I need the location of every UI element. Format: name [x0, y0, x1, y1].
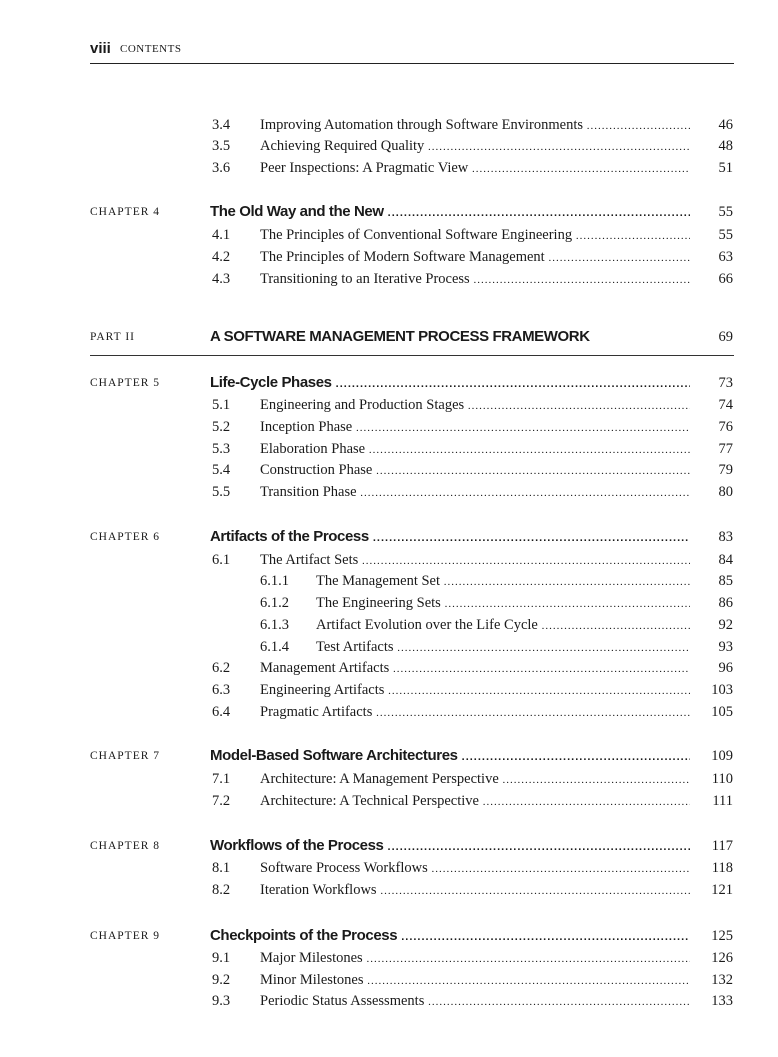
entry-number: 3.6: [212, 160, 231, 176]
entry-title: Management Artifacts .....: [260, 658, 690, 679]
toc-section-entry: [0, 225, 778, 245]
entry-title: Inception Phase .....: [260, 417, 690, 438]
entry-page: 76: [718, 419, 733, 435]
entry-label: CHAPTER 7: [90, 750, 161, 762]
entry-label: CHAPTER 5: [90, 377, 161, 389]
toc-part-entry: [0, 327, 778, 347]
entry-number: 7.1: [212, 771, 231, 787]
entry-title: Iteration Workflows .....: [260, 880, 690, 901]
entry-number: 4.2: [212, 249, 231, 265]
toc-section-entry: [0, 550, 778, 570]
toc-chapter-entry: [0, 746, 778, 766]
header-rule: [90, 63, 734, 64]
toc-section-entry: [0, 571, 778, 591]
entry-title: Achieving Required Quality .....: [260, 136, 690, 157]
entry-page: 111: [712, 793, 733, 809]
entry-number: 7.2: [212, 793, 231, 809]
entry-number: 5.3: [212, 441, 231, 457]
entry-title: Model-Based Software Architectures .....: [210, 746, 690, 767]
toc-section-entry: [0, 658, 778, 678]
toc-section-entry: [0, 136, 778, 156]
entry-number: 5.4: [212, 462, 231, 478]
toc-chapter-entry: [0, 373, 778, 393]
entry-number: 6.4: [212, 704, 231, 720]
toc-section-entry: [0, 970, 778, 990]
toc-section-entry: [0, 637, 778, 657]
toc-section-entry: [0, 247, 778, 267]
entry-page: 126: [711, 950, 733, 966]
entry-number: 9.3: [212, 993, 231, 1009]
entry-page: 133: [711, 993, 733, 1009]
entry-page: 77: [718, 441, 733, 457]
entry-page: 66: [718, 271, 733, 287]
entry-title: Life-Cycle Phases .....: [210, 373, 690, 394]
entry-title: Pragmatic Artifacts .....: [260, 702, 690, 723]
toc-section-entry: [0, 791, 778, 811]
page-number: viii: [90, 40, 111, 57]
entry-page: 117: [711, 838, 733, 854]
toc-section-entry: [0, 769, 778, 789]
entry-page: 86: [718, 595, 733, 611]
toc-chapter-entry: [0, 836, 778, 856]
entry-page: 110: [711, 771, 733, 787]
entry-title: Engineering and Production Stages .....: [260, 395, 690, 416]
entry-page: 109: [711, 748, 733, 764]
entry-number: 4.1: [212, 227, 231, 243]
entry-number: 9.1: [212, 950, 231, 966]
entry-number: 4.3: [212, 271, 231, 287]
entry-number: 6.1.2: [260, 595, 289, 611]
toc-chapter-entry: [0, 527, 778, 547]
entry-number: 3.5: [212, 138, 231, 154]
entry-title: Workflows of the Process .....: [210, 836, 690, 857]
entry-page: 132: [711, 972, 733, 988]
entry-label: PART II: [90, 331, 135, 343]
entry-page: 118: [711, 860, 733, 876]
entry-number: 3.4: [212, 117, 231, 133]
entry-title: Architecture: A Management Perspective .....: [260, 769, 690, 790]
entry-title: Improving Automation through Software Environments .....: [260, 115, 690, 136]
entry-page: 55: [718, 227, 733, 243]
toc-section-entry: [0, 593, 778, 613]
entry-page: 103: [711, 682, 733, 698]
toc-section-entry: [0, 417, 778, 437]
entry-number: 9.2: [212, 972, 231, 988]
toc-section-entry: [0, 948, 778, 968]
entry-title: Transition Phase .....: [260, 482, 690, 503]
entry-title: The Management Set .....: [316, 571, 690, 592]
toc-section-entry: [0, 991, 778, 1011]
toc-section-entry: [0, 115, 778, 135]
entry-title: The Principles of Conventional Software Engineering .....: [260, 225, 690, 246]
entry-page: 105: [711, 704, 733, 720]
entry-title: The Principles of Modern Software Management .....: [260, 247, 690, 268]
entry-page: 85: [718, 573, 733, 589]
entry-number: 5.2: [212, 419, 231, 435]
entry-page: 48: [718, 138, 733, 154]
entry-page: 93: [718, 639, 733, 655]
toc-section-entry: [0, 615, 778, 635]
entry-page: 84: [718, 552, 733, 568]
entry-title: Artifact Evolution over the Life Cycle .....: [316, 615, 690, 636]
entry-number: 8.1: [212, 860, 231, 876]
entry-title: Transitioning to an Iterative Process .....: [260, 269, 690, 290]
entry-page: 46: [718, 117, 733, 133]
entry-title: Architecture: A Technical Perspective .....: [260, 791, 690, 812]
entry-number: 6.1.4: [260, 639, 289, 655]
entry-page: 69: [718, 329, 733, 345]
toc-chapter-entry: [0, 202, 778, 222]
entry-number: 6.1: [212, 552, 231, 568]
entry-title: Engineering Artifacts .....: [260, 680, 690, 701]
toc-section-entry: [0, 395, 778, 415]
entry-number: 8.2: [212, 882, 231, 898]
entry-title: Construction Phase .....: [260, 460, 690, 481]
toc-section-entry: [0, 702, 778, 722]
toc-section-entry: [0, 482, 778, 502]
entry-title: Elaboration Phase .....: [260, 439, 690, 460]
toc-chapter-entry: [0, 926, 778, 946]
entry-page: 83: [718, 529, 733, 545]
entry-page: 55: [718, 204, 733, 220]
toc-section-entry: [0, 439, 778, 459]
entry-page: 92: [718, 617, 733, 633]
entry-page: 80: [718, 484, 733, 500]
entry-title: Test Artifacts .....: [316, 637, 690, 658]
toc-section-entry: [0, 880, 778, 900]
entry-title: Major Milestones .....: [260, 948, 690, 969]
toc-section-entry: [0, 858, 778, 878]
entry-page: 63: [718, 249, 733, 265]
entry-label: CHAPTER 9: [90, 930, 161, 942]
toc-section-entry: [0, 460, 778, 480]
entry-title: Software Process Workflows .....: [260, 858, 690, 879]
entry-number: 6.1.1: [260, 573, 289, 589]
toc-section-entry: [0, 680, 778, 700]
entry-page: 51: [718, 160, 733, 176]
entry-title: Peer Inspections: A Pragmatic View .....: [260, 158, 690, 179]
entry-number: 5.5: [212, 484, 231, 500]
entry-page: 79: [718, 462, 733, 478]
entry-number: 6.1.3: [260, 617, 289, 633]
entry-page: 96: [718, 660, 733, 676]
entry-number: 6.3: [212, 682, 231, 698]
entry-title: The Engineering Sets .....: [316, 593, 690, 614]
entry-label: CHAPTER 8: [90, 840, 161, 852]
entry-page: 73: [718, 375, 733, 391]
entry-number: 5.1: [212, 397, 231, 413]
entry-page: 125: [711, 928, 733, 944]
entry-title: The Artifact Sets .....: [260, 550, 690, 571]
toc-section-entry: [0, 269, 778, 289]
running-title: CONTENTS: [120, 43, 182, 55]
entry-title: A SOFTWARE MANAGEMENT PROCESS FRAMEWORK: [210, 328, 590, 345]
entry-title: Artifacts of the Process .....: [210, 527, 690, 548]
entry-page: 121: [711, 882, 733, 898]
entry-title: Checkpoints of the Process .....: [210, 926, 690, 947]
entry-label: CHAPTER 6: [90, 531, 161, 543]
entry-title: Periodic Status Assessments .....: [260, 991, 690, 1012]
part-rule: [90, 355, 734, 356]
entry-title: The Old Way and the New .....: [210, 202, 690, 223]
entry-label: CHAPTER 4: [90, 206, 161, 218]
toc-section-entry: [0, 158, 778, 178]
entry-number: 6.2: [212, 660, 231, 676]
entry-page: 74: [718, 397, 733, 413]
entry-title: Minor Milestones .....: [260, 970, 690, 991]
